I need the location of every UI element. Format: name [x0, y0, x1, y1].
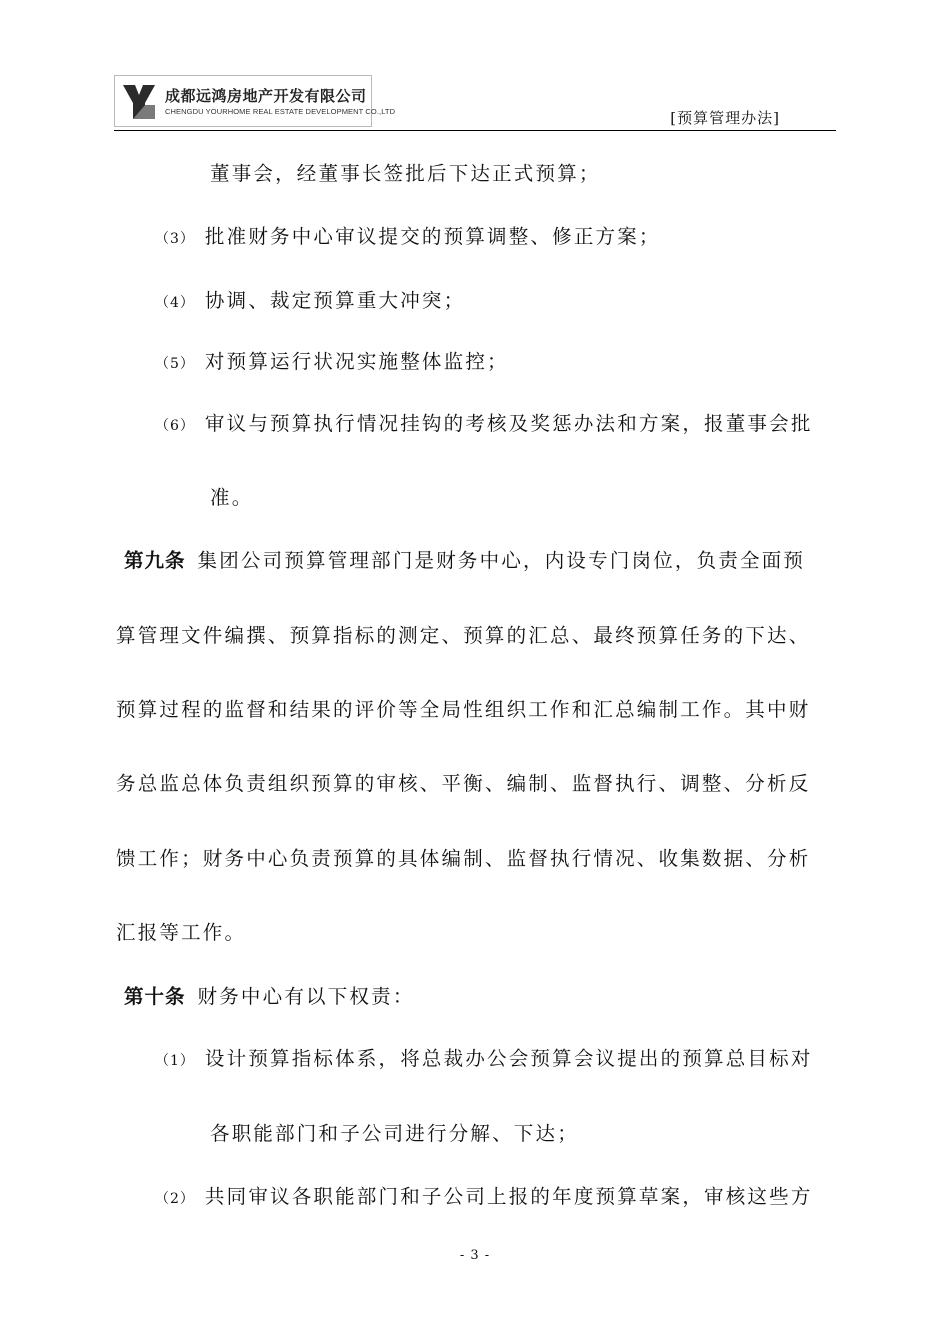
- article-10-heading-line: 第十条 财务中心有以下权责：: [124, 985, 415, 1008]
- paragraph-line: 预算过程的监督和结果的评价等全局性组织工作和汇总编制工作。其中财: [116, 698, 811, 721]
- list-item-continuation: 准。: [210, 486, 254, 509]
- list-number: （1）: [155, 1053, 195, 1069]
- paragraph-line: 务总监总体负责组织预算的审核、平衡、编制、监督执行、调整、分析反: [116, 772, 811, 795]
- list-item: （1） 设计预算指标体系，将总裁办公会预算会议提出的预算总目标对: [155, 1047, 813, 1070]
- list-number: （6）: [155, 418, 195, 434]
- list-number: （5）: [155, 356, 195, 372]
- paragraph-line: 算管理文件编撰、预算指标的测定、预算的汇总、最终预算任务的下达、: [116, 624, 811, 647]
- list-item: （6） 审议与预算执行情况挂钩的考核及奖惩办法和方案，报董事会批: [155, 412, 813, 435]
- paragraph-line: 馈工作；财务中心负责预算的具体编制、监督执行情况、收集数据、分析: [116, 847, 811, 870]
- list-item: （4） 协调、裁定预算重大冲突；: [155, 289, 466, 312]
- list-item: （5） 对预算运行状况实施整体监控；: [155, 350, 509, 373]
- paragraph-line: 董事会，经董事长签批后下达正式预算；: [210, 162, 601, 185]
- page-number: - 3 -: [459, 1248, 491, 1263]
- document-tag: [预算管理办法]: [670, 109, 780, 127]
- logo-mark-icon: [121, 81, 157, 121]
- header-rule: [114, 130, 836, 131]
- company-name-cn: 成都远鸿房地产开发有限公司: [165, 87, 367, 105]
- article-label: 第九条: [124, 549, 186, 572]
- paragraph-line: 汇报等工作。: [116, 921, 247, 944]
- article-9-heading-line: 第九条 集团公司预算管理部门是财务中心，内设专门岗位，负责全面预: [124, 549, 806, 572]
- list-number: （3）: [155, 231, 195, 247]
- article-label: 第十条: [124, 985, 186, 1008]
- list-item-continuation: 各职能部门和子公司进行分解、下达；: [210, 1122, 579, 1145]
- list-item: （2） 共同审议各职能部门和子公司上报的年度预算草案，审核这些方: [155, 1185, 813, 1208]
- list-number: （4）: [155, 295, 195, 311]
- list-number: （2）: [155, 1191, 195, 1207]
- list-item: （3） 批准财务中心审议提交的预算调整、修正方案；: [155, 225, 661, 248]
- company-logo: [114, 75, 396, 127]
- company-name-en: CHENGDU YOURHOME REAL ESTATE DEVELOPMENT CO.,LTD: [165, 107, 396, 116]
